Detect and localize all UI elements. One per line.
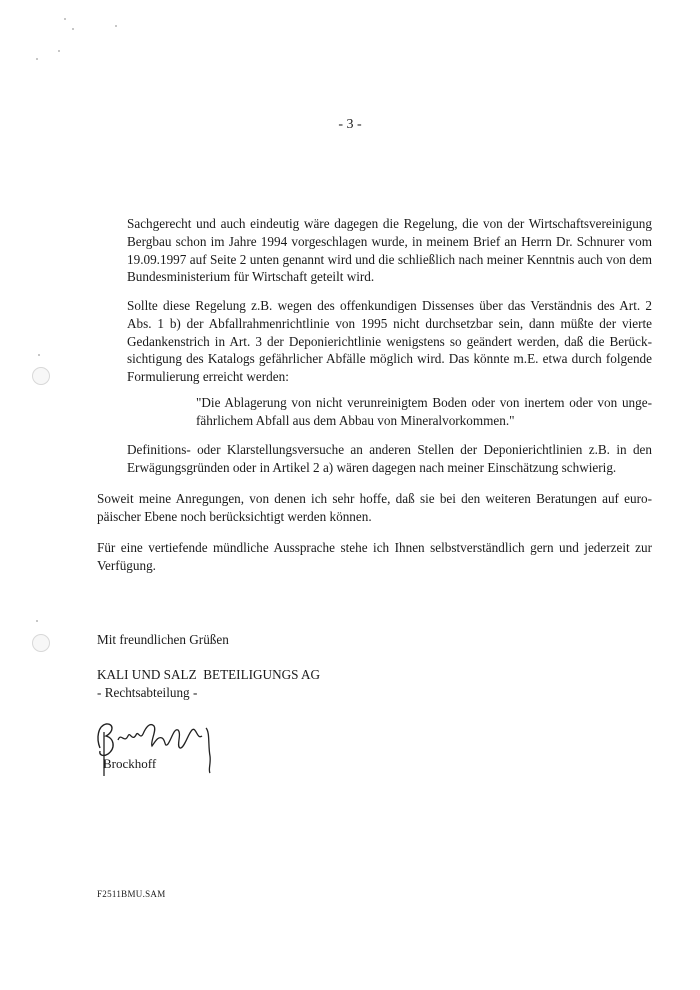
punch-hole-mark bbox=[32, 367, 50, 385]
file-reference: F2511BMU.SAM bbox=[97, 889, 166, 899]
paragraph-alternative: Sollte diese Regelung z.B. wegen des offenkundigen Dissenses über das Verständnis des Art. 2 Abs. 1 b) der Abfallrahmenrichtlinie von 1995 nicht durchsetzbar sein, dann müßte der vierte Gedankenstrich in Art. 3 der Deponierichtlinie wenigstens so geändert werden, daß die Berücksichtigung des Katalogs gefährlicher Abfälle möglich wird. Das könnte m.E. etwa durch folgende Formulierung erreicht werden: bbox=[127, 298, 652, 385]
quoted-wording: "Die Ablagerung von nicht verunreinigtem Boden oder von inertem oder von ungefährlichem Abfall aus dem Abbau von Mineralvorkommen." bbox=[196, 395, 652, 428]
scan-speck bbox=[72, 28, 74, 30]
paragraph-definitions: Definitions- oder Klarstellungsversuche an anderen Stellen der Deponierichtlinien z.B. in den Erwägungsgründen oder in Artikel 2 a) wären dagegen nach meiner Einschätzung schwierig. bbox=[127, 442, 652, 475]
scan-speck bbox=[36, 58, 38, 60]
page-number: - 3 - bbox=[338, 117, 362, 132]
department: - Rechtsabteilung - bbox=[97, 685, 198, 700]
scan-speck bbox=[38, 354, 40, 356]
paragraph-suggestions: Soweit meine Anregungen, von denen ich sehr hoffe, daß sie bei den weiteren Beratungen auf europäischer Ebene noch berücksichtigt werden können. bbox=[97, 491, 652, 524]
company-name: KALI UND SALZ BETEILIGUNGS AG bbox=[97, 667, 321, 682]
paragraph-regulation: Sachgerecht und auch eindeutig wäre dagegen die Regelung, die von der Wirtschaftsvereinigung Bergbau schon im Jahre 1994 vorgeschlagen wurde, in meinem Brief an Herrn Dr. Schnurer vom 19.09.1997 auf Seite 2 unten genannt wird und die schließlich nach meiner Kenntnis auch von dem Bundesministerium für Wirtschaft geteilt wird. bbox=[127, 216, 652, 285]
scan-speck bbox=[64, 18, 66, 20]
scan-speck bbox=[58, 50, 60, 52]
signatory-name: Brockhoff bbox=[103, 756, 157, 771]
scan-speck bbox=[115, 25, 117, 27]
scan-speck bbox=[36, 620, 38, 622]
paragraph-availability: Für eine vertiefende mündliche Aussprache stehe ich Ihnen selbstverständlich gern und jederzeit zur Verfügung. bbox=[97, 540, 652, 573]
closing-greeting: Mit freundlichen Grüßen bbox=[97, 632, 229, 647]
punch-hole-mark bbox=[32, 634, 50, 652]
